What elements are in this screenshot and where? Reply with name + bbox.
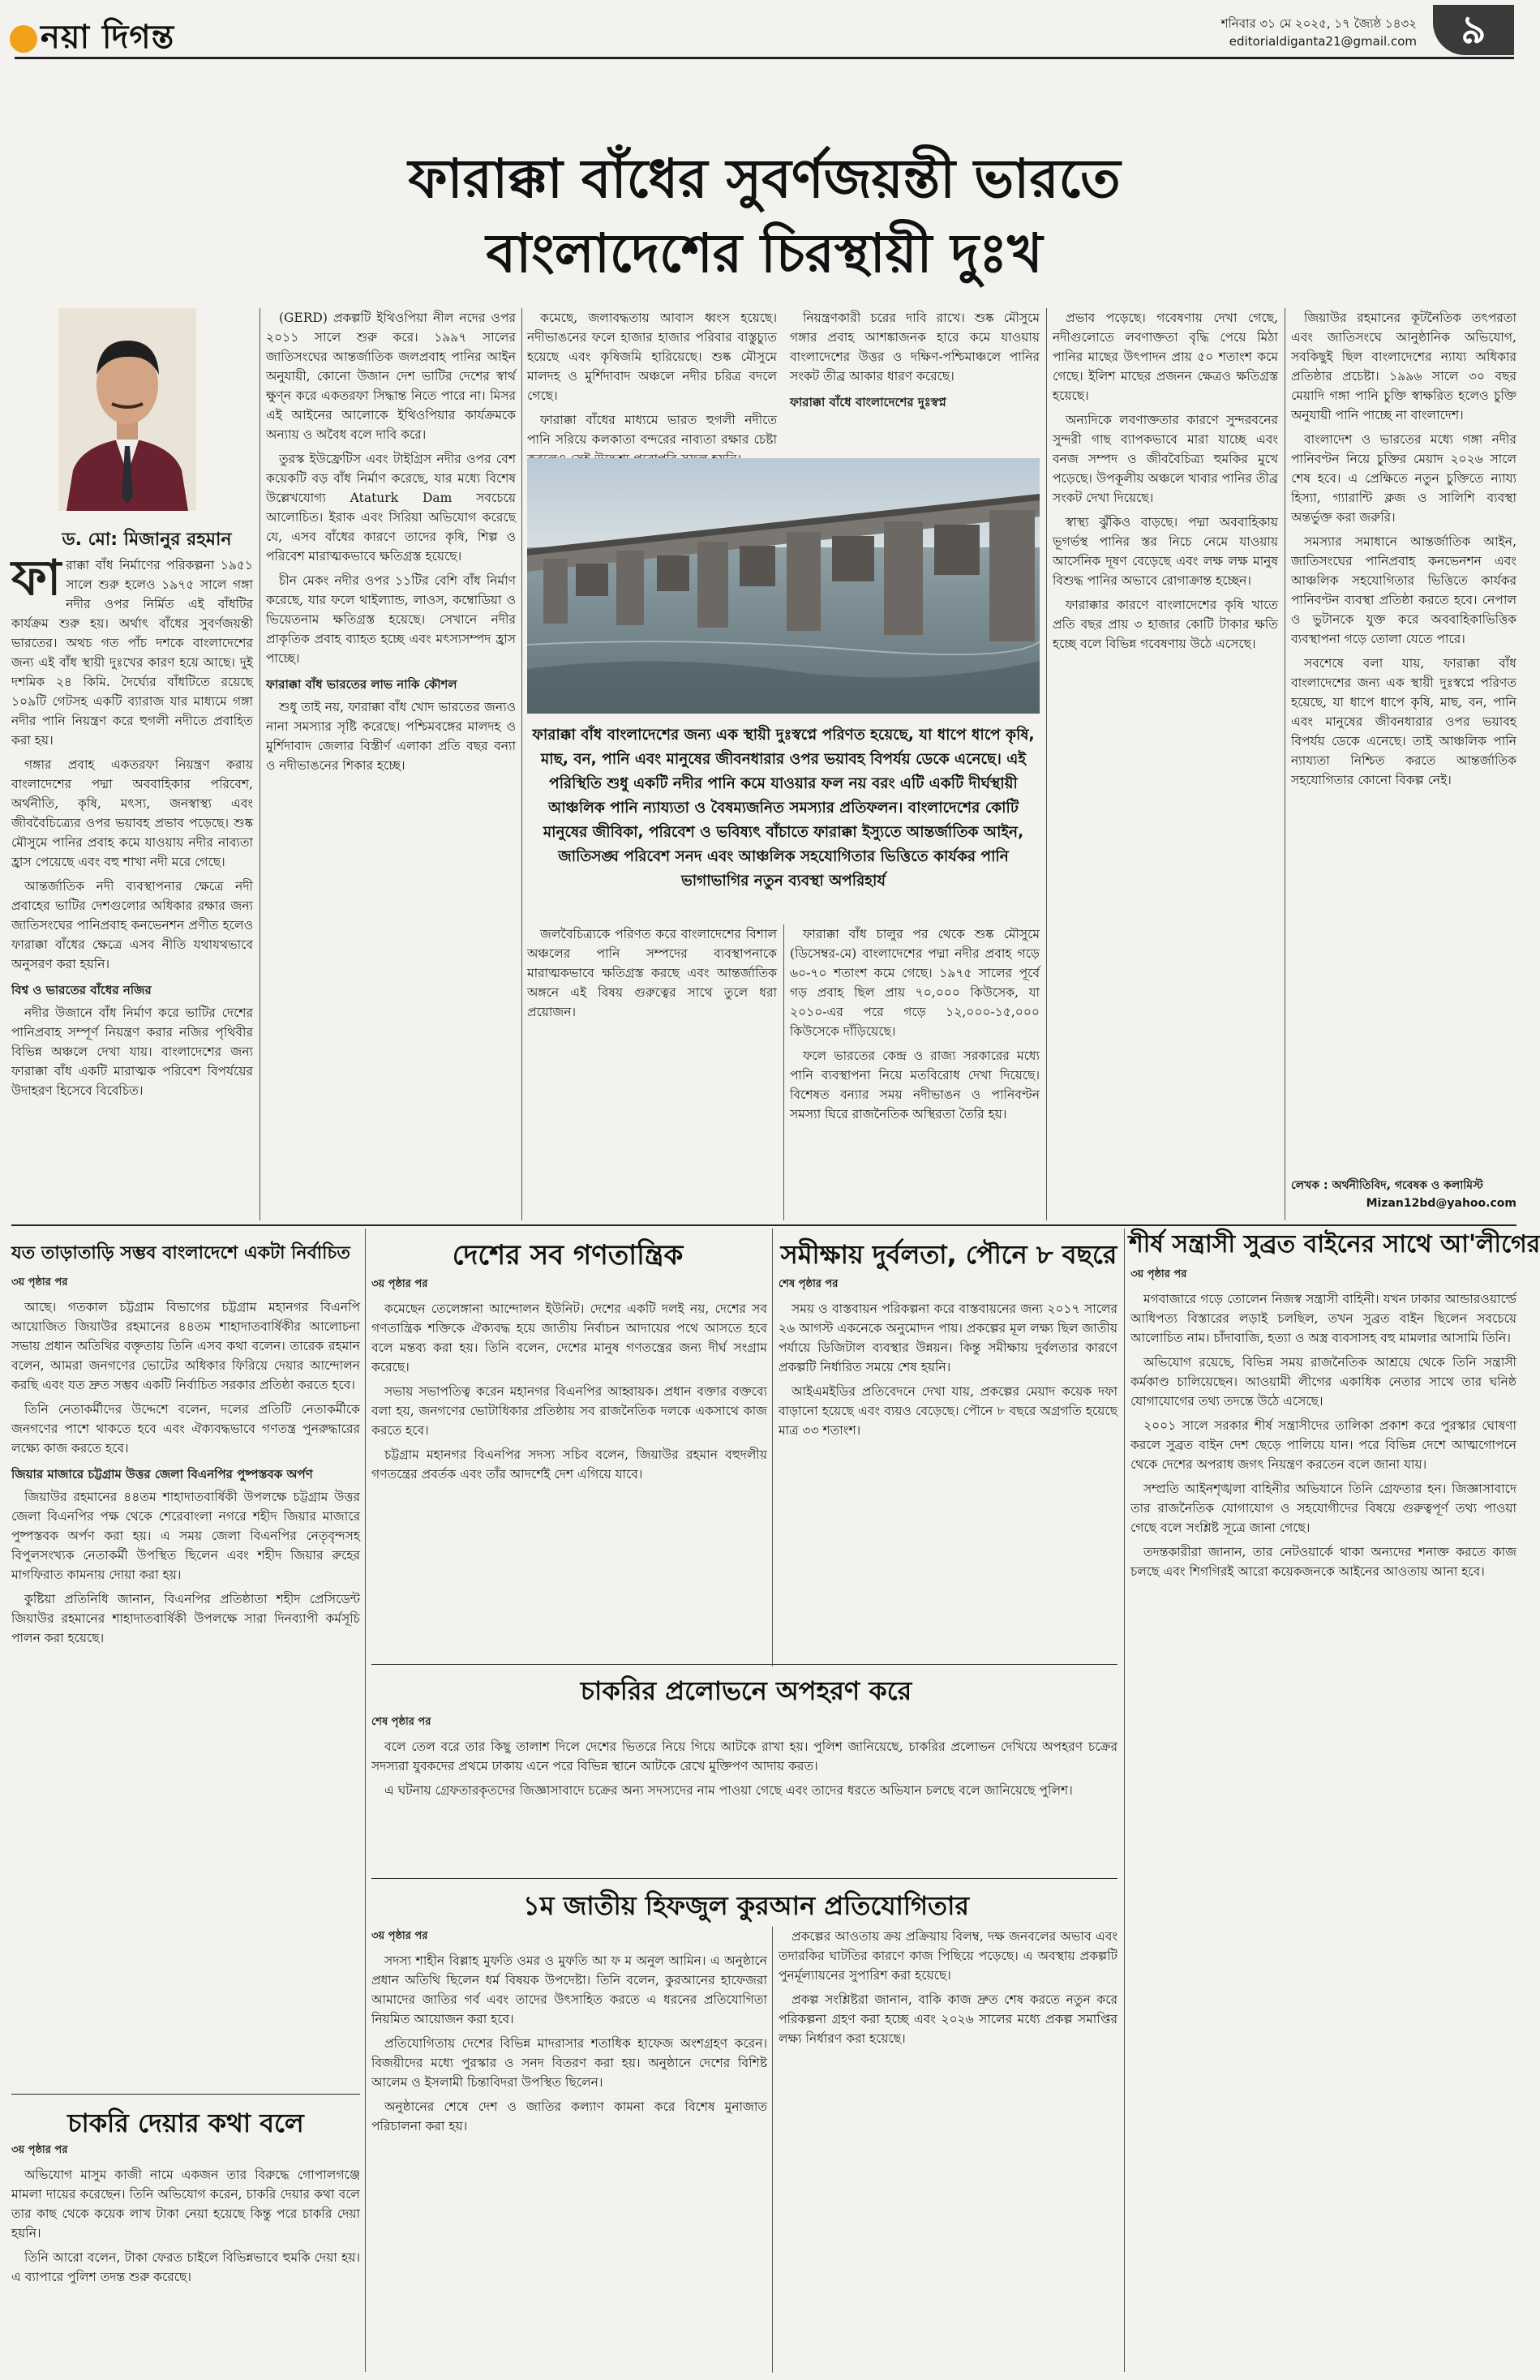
lead-column-4-top: নিয়ন্ত্রণকারী চরের দাবি রাখে। শুষ্ক মৌসুমে গঙ্গার প্রবাহ আশঙ্কাজনক হারে কমে যাওয়ায় বাংলাদেশের উত্তর ও দক্ষিণ-পশ্চিমাঞ্চলে পানির সংকট তীব্র আকার ধারণ করেছে। ফারাক্কা বাঁধে বাংলাদেশের দুঃস্বপ্ন <box>790 308 1040 454</box>
lead-column-2: (GERD) প্রকল্পটি ইথিওপিয়া নীল নদের ওপর ২০১১ সালে শুরু করে। ১৯৯৭ সালের জাতিসংঘের আন্তর্জাতিক জলপ্রবাহ পানির আইন অনুযায়ী, কোনো উজান দেশ ভাটির দেশের স্বার্থ ক্ষুণ্ন করে একতরফা সিদ্ধান্ত নিতে পারে না। মিসর এই আইনের আলোকে ইথিওপিয়ার কার্যক্রমকে অন্যায় ও অবৈধ বলে দাবি করে। তুরস্ক ইউফ্রেটিস এবং টাইগ্রিস নদীর ওপর বেশ কয়েকটি বড় বাঁধ নির্মাণ করেছে, যার মধ্যে বিশেষ উল্লেখযোগ্য Ataturk Dam সবচেয়ে আলোচিত। ইরাক এবং সিরিয়া অভিযোগ করেছে যে, এসব বাঁধের কারণে তাদের কৃষি, শিল্প ও পরিবেশ মারাত্মকভাবে ক্ষতিগ্রস্ত হয়েছে। চীন মেকং নদীর ওপর ১১টির বেশি বাঁধ নির্মাণ করেছে, যার ফলে থাইল্যান্ড, লাওস, কম্বোডিয়া ও ভিয়েতনাম ক্ষতিগ্রস্ত হয়েছে। সেখানে নদীর প্রাকৃতিক প্রবাহ ব্যাহত হচ্ছে এবং মৎস্যসম্পদ হ্রাস পাচ্ছে। ফারাক্কা বাঁধ ভারতের লাভ নাকি কৌশল শুধু তাই নয়, ফারাক্কা বাঁধ খোদ ভারতের জন্যও নানা সমস্যার সৃষ্টি করেছে। পশ্চিমবঙ্গের মালদহ ও মুর্শিদাবাদ জেলার বিস্তীর্ণ এলাকা প্রতি বছর বন্যা ও নদীভাঙনের শিকার হচ্ছে। <box>266 311 516 773</box>
date-line: শনিবার ৩১ মে ২০২৫, ১৭ জ্যৈষ্ঠ ১৪৩২ <box>1220 16 1417 31</box>
story-title-democratic: দেশের সব গণতান্ত্রিক <box>452 1239 684 1271</box>
story-subrata-bain-body: ৩য় পৃষ্ঠার পর মগবাজারে গড়ে তোলেন নিজস্ব সন্ত্রাসী বাহিনী। যখন ঢাকার আন্ডারওয়ার্ল্ডে আধিপত্য বিস্তারের লড়াই চলছিল, তখন সুব্রত বাইন ছিলেন সবচেয়ে আলোচিত নাম। চাঁদাবাজি, হত্যা ও অস্ত্র ব্যবসাসহ বহু মামলার আসামি তিনি। অভিযোগ রয়েছে, বিভিন্ন সময় রাজনৈতিক আশ্রয়ে থেকে তিনি সন্ত্রাসী কর্মকাণ্ড চালিয়েছেন। আওয়ামী লীগের একাধিক নেতার সাথে তার ঘনিষ্ঠ যোগাযোগের তথ্য তদন্তে উঠে এসেছে। ২০০১ সালে সরকার শীর্ষ সন্ত্রাসীদের তালিকা প্রকাশ করে পুরস্কার ঘোষণা করলে সুব্রত বাইন দেশ ছেড়ে পালিয়ে যান। পরে বিভিন্ন দেশে আত্মগোপনে থেকে দেশের অপরাধ জগৎ নিয়ন্ত্রণ করতেন বলে জানা যায়। সম্প্রতি আইনশৃঙ্খলা বাহিনীর অভিযানে তিনি গ্রেফতার হন। জিজ্ঞাসাবাদে তার রাজনৈতিক যোগাযোগ ও সহযোগীদের বিষয়ে গুরুত্বপূর্ণ তথ্য পাওয়া গেছে বলে সংশ্লিষ্ট সূত্রে জানা গেছে। তদন্তকারীরা জানান, তার নেটওয়ার্কে থাকা অন্যদের শনাক্ত করতে কাজ চলছে এবং শিগগিরই আরো কয়েকজনকে আইনের আওতায় আনা হবে। <box>1130 1268 1516 1579</box>
author-photo <box>58 308 196 511</box>
dropcap: ফা <box>11 550 62 607</box>
newspaper-logo: নয়া দিগন্ত <box>15 11 174 66</box>
sun-logo-icon <box>10 25 37 53</box>
subhead-india-strategy: ফারাক্কা বাঁধ ভারতের লাভ নাকি কৌশল <box>266 677 457 692</box>
lead-column-5: প্রভাব পড়েছে। গবেষণায় দেখা গেছে, নদীগুলোতে লবণাক্ততা বৃদ্ধি পেয়ে মিঠা পানির মাছের উৎপাদন প্রায় ৫০ শতাংশ কমে গেছে। ইলিশ মাছের প্রজনন ক্ষেত্রও ক্ষতিগ্রস্ত হয়েছে। অন্যদিকে লবণাক্ততার কারণে সুন্দরবনের সুন্দরী গাছ ব্যাপকভাবে মারা যাচ্ছে এবং বনজ সম্পদ ও জীববৈচিত্র্য হুমকির মুখে পড়েছে। উপকূলীয় অঞ্চলে খাবার পানির তীব্র সংকট দেখা দিয়েছে। স্বাস্থ্য ঝুঁকিও বাড়ছে। পদ্মা অববাহিকায় ভূগর্ভস্থ পানির স্তর নিচে নেমে যাওয়ায় আর্সেনিক দূষণ বেড়েছে এবং লক্ষ লক্ষ মানুষ বিশুদ্ধ পানির অভাবে রোগাক্রান্ত হচ্ছেন। ফারাক্কার কারণে বাংলাদেশের কৃষি খাতে প্রতি বছর প্রায় ৩ হাজার কোটি টাকার ক্ষতি হচ্ছে বলে বিভিন্ন গবেষণায় উঠে এসেছে। <box>1053 311 1278 651</box>
story-hifz-body: ৩য় পৃষ্ঠার পর সদস্য শাহীন বিল্লাহ মুফতি ওমর ও মুফতি আ ফ ম অনুল আমিন। এ অনুষ্ঠানে প্রধান অতিথি ছিলেন ধর্ম বিষয়ক উপদেষ্টা। তিনি বলেন, কুরআনের হাফেজরা আমাদের জাতির গর্ব এবং তাদের উৎসাহিত করতে এ ধরনের প্রতিযোগিতা নিয়মিত আয়োজন করা হবে। প্রতিযোগিতায় দেশের বিভিন্ন মাদরাসার শতাধিক হাফেজ অংশগ্রহণ করেন। বিজয়ীদের মধ্যে পুরস্কার ও সনদ বিতরণ করা হয়। অনুষ্ঠানে দেশের বিশিষ্ট আলেম ও ইসলামী চিন্তাবিদরা উপস্থিত ছিলেন। অনুষ্ঠানের শেষে দেশ ও জাতির কল্যাণ কামনা করে বিশেষ মুনাজাত পরিচালনা করা হয়। <box>371 1930 767 2133</box>
writer-email: Mizan12bd@yahoo.com <box>1366 1197 1516 1210</box>
story-divider <box>371 1664 1117 1665</box>
lead-column-3-bottom: জলবৈচিত্র্যকে পরিণত করে বাংলাদেশের বিশাল অঞ্চলের পানি সম্পদের ব্যবস্থাপনাকে মারাত্মকভাবে ক্ষতিগ্রস্ত করছে এবং আন্তর্জাতিক অঙ্গনে এই বিষয় গুরুত্বের সাথে তুলে ধরা প্রয়োজন। <box>527 927 777 1019</box>
column-divider <box>365 1229 366 2372</box>
lead-headline-line2: বাংলাদেশের চিরস্থায়ী দুঃখ <box>486 222 1043 285</box>
lead-column-4-bottom: ফারাক্কা বাঁধ চালুর পর থেকে শুষ্ক মৌসুমে (ডিসেম্বর-মে) বাংলাদেশের পদ্মা নদীর প্রবাহ গড়ে ৬০-৭০ শতাংশ কমে গেছে। ১৯৭৫ সালের পূর্বে গড় প্রবাহ ছিল প্রায় ৭০,০০০ কিউসেক, যা ২০১০-এর পরে গড়ে ১২,০০০-১৫,০০০ কিউসেকে দাঁড়িয়েছে। ফলে ভারতের কেন্দ্র ও রাজ্য সরকারের মধ্যে পানি ব্যবস্থাপনা নিয়ে মতবিরোধ দেখা দিয়েছে। বিশেষত বন্যার সময় নদীভাঙন ও পানিবণ্টন সমস্যা ঘিরে রাজনৈতিক অস্থিরতা তৈরি হয়। <box>790 927 1040 1121</box>
photo-caption: ফারাক্কা বাঁধ বাংলাদেশের জন্য এক স্থায়ী দুঃস্বপ্নে পরিণত হয়েছে, যা ধাপে ধাপে কৃষি, মাছ, বন, পানি এবং মানুষের জীবনধারার ওপর ভয়াবহ বিপর্যয় ডেকে এনেছে। এই পরিস্থিতি শুধু একটি নদীর পানি কমে যাওয়ার ফল নয় বরং এটি একটি দীর্ঘস্থায়ী আঞ্চলিক পানি ন্যায্যতা ও বৈষম্যজনিত সমস্যার প্রতিফলন। বাংলাদেশের কোটি মানুষের জীবিকা, পরিবেশ ও ভবিষ্যৎ বাঁচাতে ফারাক্কা ইস্যুতে আন্তর্জাতিক আইন, জাতিসঙ্ঘ পরিবেশ সনদ এবং আঞ্চলিক সহযোগিতার ভিত্তিতে কার্যকর পানি ভাগাভাগির নতুন ব্যবস্থা অপরিহার্য <box>532 727 1035 890</box>
story-survey-body-bottom: প্রকল্পের আওতায় ক্রয় প্রক্রিয়ায় বিলম্ব, দক্ষ জনবলের অভাব এবং তদারকির ঘাটতির কারণে কাজ পিছিয়ে পড়েছে। এ অবস্থায় প্রকল্পটি পুনর্মূল্যায়নের সুপারিশ করা হয়েছে। প্রকল্প সংশ্লিষ্টরা জানান, বাকি কাজ দ্রুত শেষ করতে নতুন করে পরিকল্পনা গ্রহণ করা হচ্ছে এবং ২০২৬ সালের মধ্যে প্রকল্প সমাপ্তির লক্ষ্য নির্ধারণ করা হয়েছে। <box>779 1929 1117 2046</box>
author-name: ড. মো: মিজানুর রহমান <box>62 530 232 550</box>
subhead-zia-mazar: জিয়ার মাজারে চট্টগ্রাম উত্তর জেলা বিএনপির পুষ্পস্তবক অর্পণ <box>11 1467 313 1482</box>
lead-column-3-top: কমেছে, জলাবদ্ধতায় আবাস ধ্বংস হয়েছে। নদীভাঙনের ফলে হাজার হাজার পরিবার বাস্তুচ্যুত হয়েছে এবং কৃষিজমি হারিয়েছে। শুষ্ক মৌসুমে মালদহ ও মুর্শিদাবাদ অঞ্চলে নদীর চরিত্র বদলে গেছে। ফারাক্কা বাঁধের মাধ্যমে ভারত হুগলী নদীতে পানি সরিয়ে কলকাতা বন্দরের নাব্যতা রক্ষার চেষ্টা <box>527 311 777 447</box>
column-divider <box>772 1927 773 2373</box>
story-job-promise-body: ৩য় পৃষ্ঠার পর অভিযোগ মাসুম কাজী নামে একজন তার বিরুদ্ধে গোপালগঞ্জে মামলা দায়ের করেছেন। তিনি অভিযোগ করেন, চাকরি দেয়ার কথা বলে তার কাছ থেকে কয়েক লাখ টাকা নেয়া হয়েছে কিন্তু পরে চাকরি দেয়া হয়নি। তিনি আরো বলেন, টাকা ফেরত চাইলে বিভিন্নভাবে হুমকি দেয়া হয়। এ ব্যাপারে পুলিশ তদন্ত শুরু করেছে। <box>11 2144 360 2284</box>
story-democratic-body: ৩য় পৃষ্ঠার পর কমেছেন তেলেঙ্গানা আন্দোলন ইউনিট। দেশের একটি দলই নয়, দেশের সব গণতান্ত্রিক শক্তিকে ঐক্যবদ্ধ হয়ে জাতীয় নির্বাচন আদায়ের পথে আসতে হবে বলে মন্তব্য করা হয়। তিনি বলেন, দেশের মানুষ গণতন্ত্রের জন্য দীর্ঘ সংগ্রাম করেছে। সভায় সভাপতিত্ব করেন মহানগর বিএনপির আহ্বায়ক। প্রধান বক্তার বক্তব্যে বলা হয়, জনগণের ভোটাধিকার প্রতিষ্ঠায় সব রাজনৈতিক দলকে একসাথে কাজ করতে হবে। চট্টগ্রাম মহানগর বিএনপির সদস্য সচিব বলেন, জিয়াউর রহমান বহুদলীয় গণতন্ত্রের প্রবর্তক এবং তাঁর আদর্শেই দেশ এগিয়ে যাবে। <box>371 1278 767 1482</box>
story-divider <box>371 1878 1117 1879</box>
story-title-job-promise: চাকরি দেয়ার কথা বলে <box>67 2108 304 2138</box>
page-number: ৯ <box>1433 5 1514 55</box>
column-divider <box>1046 308 1047 1220</box>
masthead <box>15 8 1514 59</box>
story-title-election: যত তাড়াতাড়ি সম্ভব বাংলাদেশে একটা নির্বাচিত <box>11 1243 350 1263</box>
story-survey-body-top: শেষ পৃষ্ঠার পর সময় ও বাস্তবায়ন পরিকল্পনা করে বাস্তবায়নের জন্য ২০১৭ সালের ২৬ আগস্ট একনেকে অনুমোদন পায়। প্রকল্পের মূল লক্ষ্য ছিল জাতীয় পর্যায়ে ডিজিটাল ব্যবস্থার উন্নয়ন। কিন্তু সমীক্ষায় দুর্বলতার কারণে প্রকল্পটি নির্ধারিত সময়ে শেষ হয়নি। আইএমইডির প্রতিবেদনে দেখা যায়, প্রকল্পের মেয়াদ কয়েক দফা বাড়ানো হয়েছে এবং ব্যয়ও বেড়েছে। পৌনে ৮ বছরে অগ্রগতি হয়েছে মাত্র ৩৩ শতাংশ। <box>779 1278 1117 1438</box>
story-kidnap-body: শেষ পৃষ্ঠার পর বলে তেল বরে তার কিছু তালাশ দিলে দেশের ভিতরে নিয়ে গিয়ে আটকে রাখা হয়। পুলিশ জানিয়েছে, চাকরির প্রলোভন দেখিয়ে অপহরণ চক্রের সদস্যরা যুবকদের প্রথমে ঢাকায় এনে পরে বিভিন্ন স্থানে আটকে রেখে মুক্তিপণ আদায় করত। এ ঘটনায় গ্রেফতারকৃতদের জিজ্ঞাসাবাদে চক্রের অন্য সদস্যদের নাম পাওয়া গেছে এবং তাদের ধরতে অভিযান চলছে বলে জানিয়েছে পুলিশ। <box>371 1716 1117 1798</box>
subhead-world-dams: বিশ্ব ও ভারতের বাঁধের নজির <box>11 983 152 997</box>
story-title-survey: সমীক্ষায় দুর্বলতা, পৌনে ৮ বছরে <box>780 1239 1117 1270</box>
farakka-barrage-photo <box>527 458 1040 714</box>
story-election-body: ৩য় পৃষ্ঠার পর আছে। গতকাল চট্টগ্রাম বিভাগের চট্টগ্রাম মহানগর বিএনপি আয়োজিত জিয়াউর রহমানের ৪৪তম শাহাদাতবার্ষিকীর আলোচনা সভায় প্রধান অতিথির বক্তৃতায় তিনি এসব কথা বলেন। তারেক রহমান বলেন, আমরা জনগণের ভোটের অধিকার ফিরিয়ে দেয়ার আন্দোলন করছি এবং যত দ্রুত সম্ভব একটি নির্বাচিত সরকার প্রতিষ্ঠা করতে হবে। তিনি নেতাকর্মীদের উদ্দেশে বলেন, দলের প্রতিটি নেতাকর্মীকে জনগণের পাশে থাকতে হবে এবং ঐক্যবদ্ধভাবে গণতন্ত্র পুনরুদ্ধারের লক্ষ্যে কাজ করতে হবে। জিয়ার মাজারে চট্টগ্রাম উত্তর জেলা বিএনপির পুষ্পস্তবক অর্পণ জিয়াউর রহমানের ৪৪তম শাহাদাতবার্ষিকী উপলক্ষে চট্টগ্রাম উত্তর জেলা বিএনপির পক্ষ থেকে শেরেবাংলা নগরে শহীদ জিয়ার মাজারে পুষ্পস্তবক অর্পণ করা হয়। এ সময় জেলা বিএনপির নেতৃবৃন্দসহ বিপুলসংখ্যক নেতাকর্মী উপস্থিত ছিলেন এবং শহীদ জিয়ার রুহের মাগফিরাত কামনায় দোয়া করা হয়। কুষ্টিয়া প্রতিনিধি জানান, বিএনপির প্রতিষ্ঠাতা শহীদ প্রেসিডেন্ট জিয়াউর রহমানের শাহাদাতবার্ষিকী উপলক্ষে সারা দিনব্যাপী কর্মসূচি পালন করা হয়েছে। <box>11 1276 360 1645</box>
lead-column-1: ফারাক্কা বাঁধ নির্মাণের পরিকল্পনা ১৯৫১ সালে শুরু হলেও ১৯৭৫ সালে গঙ্গা নদীর ওপর নির্মিত এই বাঁধটির কার্যক্রম শুরু হয়। অর্থাৎ বাঁধের সুবর্ণজয়ন্তী ভারতের। অথচ গত পাঁচ দশকে বাংলাদেশের জন্য এই বাঁধ স্থায়ী দুঃখের কারণ হয়ে আছে। দুই দশমিক ২৪ কিমি. দৈর্ঘ্যের বাঁধটিতে রয়েছে ১০৯টি গেটসহ একটি ব্যারাজ যার মাধ্যমে গঙ্গা নদীর পানি নিয়ন্ত্রণ করে হুগলী নদীতে প্রবাহিত করা হয়। গঙ্গার প্রবাহ একতরফা নিয়ন্ত্রণ করায় বাংলাদেশের পদ্মা অববাহিকার পরিবেশ, অর্থনীতি, কৃষি, মৎস্য, জনস্বাস্থ্য এবং জীববৈচিত্র্যের ওপর ভয়াবহ প্রভাব পড়েছে। শুষ্ক মৌসুমে পানির প্রবাহ কমে যাওয়ায় নদীর নাব্যতা হ্রাস পেয়েছে এবং বহু শাখা নদী মরে গেছে। আন্তর্জাতিক নদী ব্যবস্থাপনার ক্ষেত্রে নদী প্রবাহের ভাটির দেশগুলোর অধিকার রক্ষার জন্য জাতিসংঘের পানিপ্রবাহ কনভেনশন প্রণীত হলেও ফারাক্কা বাঁধের ক্ষেত্রে এসব নীতি যথাযথভাবে অনুসরণ করা হয়নি। বিশ্ব ও ভারতের বাঁধের নজির নদীর উজানে বাঁধ নির্মাণ করে ভাটির দেশের পানিপ্রবাহ সম্পূর্ণ নিয়ন্ত্রণ করার নজির পৃথিবীর বিভিন্ন অঞ্চলে দেখা যায়। বাংলাদেশের জন্য ফারাক্কা বাঁধ একটি মারাত্মক পরিবেশ বিপর্যয়ের উদাহরণ হিসেবে বিবেচিত। <box>11 550 253 1098</box>
column-divider <box>1124 1229 1125 2372</box>
lead-column-6: জিয়াউর রহমানের কূটনৈতিক তৎপরতা এবং জাতিসংঘে আনুষ্ঠানিক অভিযোগ, সবকিছুই ছিল বাংলাদেশের ন্যায্য অধিকার প্রতিষ্ঠার প্রচেষ্টা। ১৯৯৬ সালে ৩০ বছর মেয়াদি গঙ্গা পানি চুক্তি স্বাক্ষরিত হলেও চুক্তি অনুযায়ী পানি পাচ্ছে না বাংলাদেশ। বাংলাদেশ ও ভারতের মধ্যে গঙ্গা নদীর পানিবণ্টন নিয়ে চুক্তির মেয়াদ ২০২৬ সালে শেষ হবে। এ প্রেক্ষিতে নতুন চুক্তিতে ন্যায্য হিস্যা, গ্যারান্টি ক্লজ ও সালিশি ব্যবস্থা অন্তর্ভুক্ত করা জরুরি। সমস্যার সমাধানে আন্তর্জাতিক আইন, জাতিসংঘের পানিপ্রবাহ কনভেনশন এবং আঞ্চলিক সহযোগিতার ভিত্তিতে কার্যকর পানিবণ্টন ব্যবস্থা প্রতিষ্ঠা করতে হবে। নেপাল ও ভুটানকে যুক্ত করে অববাহিকাভিত্তিক ব্যবস্থাপনা গড়ে তোলা যেতে পারে। সবশেষে বলা যায়, ফারাক্কা বাঁধ বাংলাদেশের জন্য এক স্থায়ী দুঃস্বপ্নে পরিণত হয়েছে, যা ধাপে ধাপে কৃষি, মাছ, বন, পানি এবং মানুষের জীবনধারার ওপর ভয়াবহ বিপর্যয় ডেকে এনেছে। তাই আঞ্চলিক পানি ন্যায্যতা নিশ্চিত করতে আন্তর্জাতিক সহযোগিতার কোনো বিকল্প নেই। <box>1291 311 1516 787</box>
editorial-email: editorialdiganta21@gmail.com <box>1229 34 1417 49</box>
writer-note: লেখক : অর্থনীতিবিদ, গবেষক ও কলামিস্ট <box>1291 1179 1483 1192</box>
story-title-hifz: ১ম জাতীয় হিফজুল কুরআন প্রতিযোগিতার <box>523 1890 969 1921</box>
story-title-kidnap: চাকরির প্রলোভনে অপহরণ করে <box>580 1675 912 1706</box>
lead-headline-line1: ফারাক্কা বাঁধের সুবর্ণজয়ন্তী ভারতে <box>408 148 1121 210</box>
story-title-subrata-bain: শীর্ষ সন্ত্রাসী সুব্রত বাইনের সাথে আ'লীগের <box>1129 1230 1540 1259</box>
story-divider <box>11 2094 360 2095</box>
subhead-flow-reduction: ফারাক্কা বাঁধে বাংলাদেশের দুঃস্বপ্ন <box>790 395 946 410</box>
column-divider <box>783 924 784 1220</box>
column-divider <box>521 308 522 1220</box>
column-divider <box>772 1229 773 1666</box>
